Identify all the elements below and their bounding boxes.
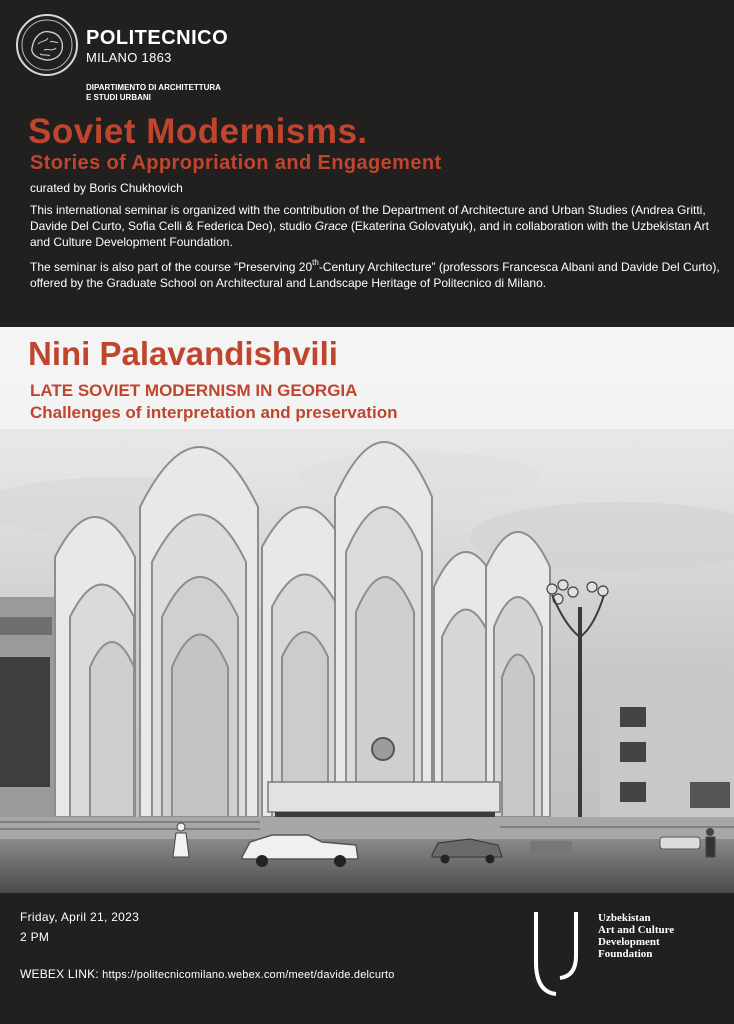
foundation-u-logo-drawing (530, 910, 580, 996)
course-superscript: th (312, 258, 319, 267)
course-description (30, 259, 730, 291)
department-line-1: DIPARTIMENTO DI ARCHITETTURA (86, 83, 221, 92)
foundation-name-line: Foundation (598, 948, 653, 960)
politecnico-seal-drawing (20, 18, 74, 72)
foundation-name-line: Art and Culture (598, 924, 675, 936)
foundation-name (598, 912, 718, 960)
seminar-subtitle: Stories of Appropriation and Engagement (30, 152, 442, 174)
university-subtitle: MILANO 1863 (86, 50, 172, 65)
foundation-u-logo-icon (530, 910, 580, 996)
talk-title: LATE SOVIET MODERNISM IN GEORGIA (30, 381, 358, 400)
description-text-2: (Ekaterina Golovatyuk), and in collaboration with the Uzbekistan Art and Culture Development Foundation. (30, 219, 710, 249)
studio-name: Grace (314, 219, 348, 233)
department-name (86, 83, 286, 103)
webex-link-row (20, 967, 395, 981)
event-time: 2 PM (20, 930, 50, 944)
department-line-2: E STUDI URBANI (86, 93, 151, 102)
foundation-name-line: Development (598, 936, 660, 948)
politecnico-seal-icon (16, 14, 78, 76)
course-text-2: -Century Architecture” (professors Francesca Albani and Davide Del Curto), offered by the Graduate School on Architectural and Landscape Heritage of Politecnico di Milano. (30, 260, 720, 290)
webex-link-label: WEBEX LINK: (20, 967, 99, 981)
webex-link[interactable]: https://politecnicomilano.webex.com/meet/davide.delcurto (102, 969, 395, 981)
seminar-title: Soviet Modernisms. (28, 112, 368, 151)
event-date: Friday, April 21, 2023 (20, 910, 140, 924)
description-text-1: This international seminar is organized with the contribution of the Department of Architecture and Urban Studies (Andrea Gritti, Davide Del Curto, Sofia Celli & Federica Deo), studio (30, 203, 706, 233)
speaker-name: Nini Palavandishvili (28, 335, 338, 372)
university-name: POLITECNICO (86, 27, 229, 49)
talk-subtitle: Challenges of interpretation and preservation (30, 403, 398, 422)
course-text-1: The seminar is also part of the course “Preserving 20 (30, 260, 313, 274)
curator-line: curated by Boris Chukhovich (30, 181, 183, 195)
foundation-name-line: Uzbekistan (598, 912, 651, 924)
seminar-description (30, 202, 730, 250)
